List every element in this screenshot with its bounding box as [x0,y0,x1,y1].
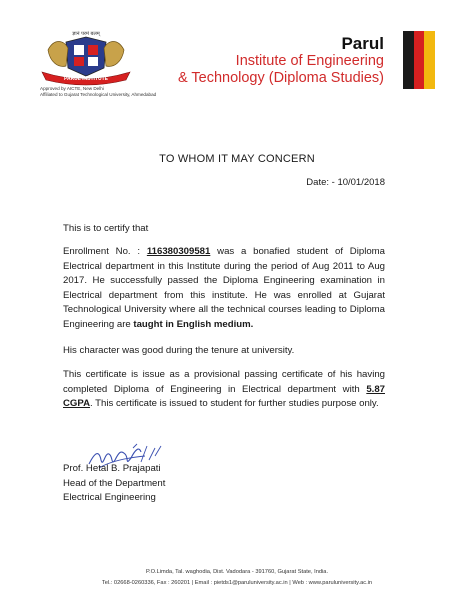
brand-line-1: Institute of Engineering [235,53,384,69]
brand-name: Parul [341,34,384,53]
enrollment-number: 116380309581 [146,246,211,257]
letter-date: Date: - 10/01/2018 [306,177,385,188]
provisional-prefix: This certificate is issue as a provisional passing certificate of his having completed Diploma of Engineering in Electrical department with [63,369,385,395]
brand-block [178,35,384,87]
signatory-title: Head of the Department [63,477,166,489]
provisional-suffix: . This certificate is issued to student for further studies purpose only. [90,398,379,410]
footer-contact: Tel.: 02668-0260336, Fax : 260201 | Email : pietds1@paruluniversity.ac.in | Web : www.paruluniversity.ac.in [101,580,373,586]
institute-logo [36,28,136,86]
signatory-name: Prof. Hetal B. Prajapati [63,463,161,474]
affiliation-line: Affiliated to Gujarat Technological University, Ahmedabad [40,92,157,97]
stripe-red [414,31,425,89]
stripe-black [403,31,414,89]
paragraph-character: His character was good during the tenure at university. [63,345,295,356]
signatory-block [63,462,165,506]
salutation: This is to certify that [63,223,149,234]
letter-heading: TO WHOM IT MAY CONCERN [159,153,315,165]
logo-ribbon-text: PARUL INSTITUTE [64,76,108,82]
cgpa-value: 5.87 CGPA [63,383,385,410]
enrollment-prefix: Enrollment No. : [63,246,147,257]
brand-stripes [403,31,435,89]
logo-approval-block [40,86,156,98]
medium-statement: taught in English medium. [133,318,254,330]
footer-address: P.O.Limda, Tal. waghodia, Dist. Vadodara - 391760, Gujarat State, India. [145,569,329,575]
brand-line-2: & Technology (Diploma Studies) [177,70,384,86]
approval-line: Approved by AICTE, New Delhi [40,86,104,91]
paragraph-provisional [63,368,385,412]
signatory-department: Electrical Engineering [63,492,156,503]
enrollment-body: was a bonafied student of Diploma Electrical department in this Institute during the period of Aug 2011 to Aug 2017. He successfully passed the Diploma Engineering examination in Electrical department from this institute. He was enrolled at Gujarat Technological University where all the technical courses leading to Diploma Engineering are [63,246,385,330]
paragraph-enrollment [63,245,385,333]
logo-top-text: ज्ञानं परमं बलम् [72,31,100,37]
stripe-yellow [424,31,435,89]
